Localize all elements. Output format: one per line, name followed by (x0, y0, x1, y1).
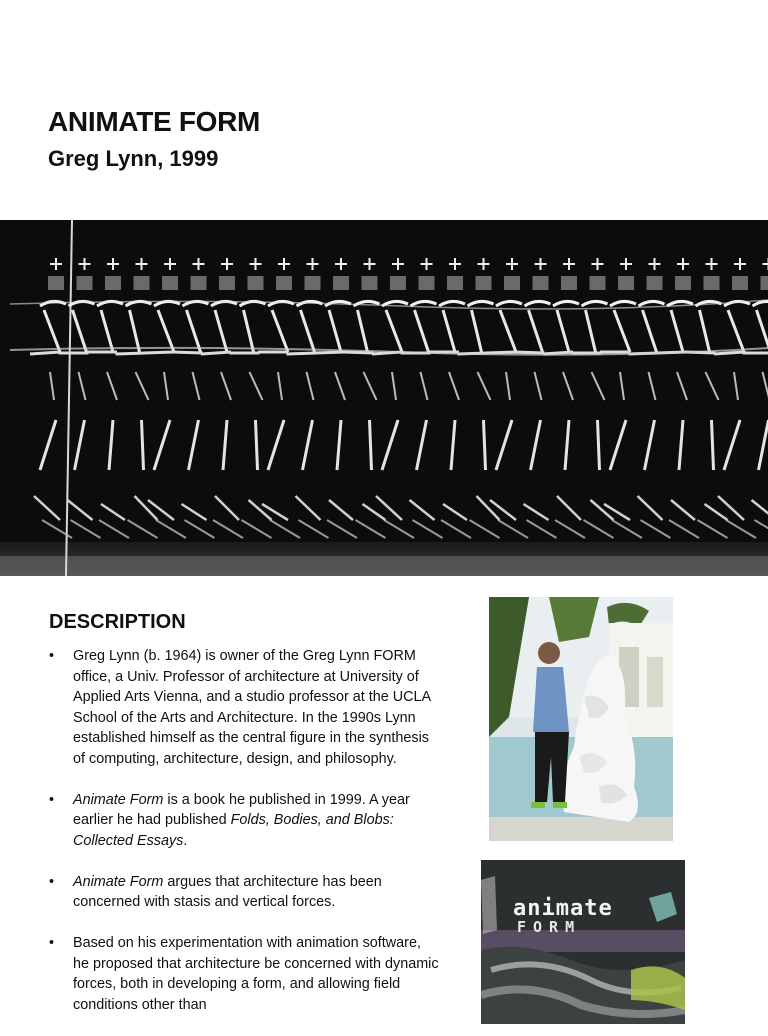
chronophotograph-image (0, 220, 768, 576)
cover-subtitle: FORM (517, 918, 581, 936)
page-title: ANIMATE FORM (48, 106, 260, 138)
description-bullet: • Greg Lynn (b. 1964) is owner of the Greg Lynn FORM office, a Univ. Professor of architecture at University of Applied Arts Vienna, and a studio professor at the UCLA School of the Arts and Architecture. In the 1990s Lynn established himself as the central figure in the synthesis of computing, architecture, design, and philosophy. (49, 646, 439, 769)
page-subtitle: Greg Lynn, 1999 (48, 146, 218, 172)
book-cover-image (481, 860, 685, 1024)
cover-title: animate (513, 896, 613, 921)
description-bullet: • Animate Form argues that architecture has been concerned with stasis and vertical forces. (49, 872, 439, 913)
description-heading: DESCRIPTION (49, 611, 186, 634)
description-bullet: • Animate Form is a book he published in 1999. A year earlier he had published Folds, Bodies, and Blobs: Collected Essays. (49, 790, 439, 852)
description-bullet: • Based on his experimentation with animation software, he proposed that architecture be concerned with dynamic forces, both in developing a form, and allowing field conditions other than (49, 933, 439, 1015)
description-list (49, 646, 439, 1036)
architect-portrait-photo (489, 597, 673, 841)
